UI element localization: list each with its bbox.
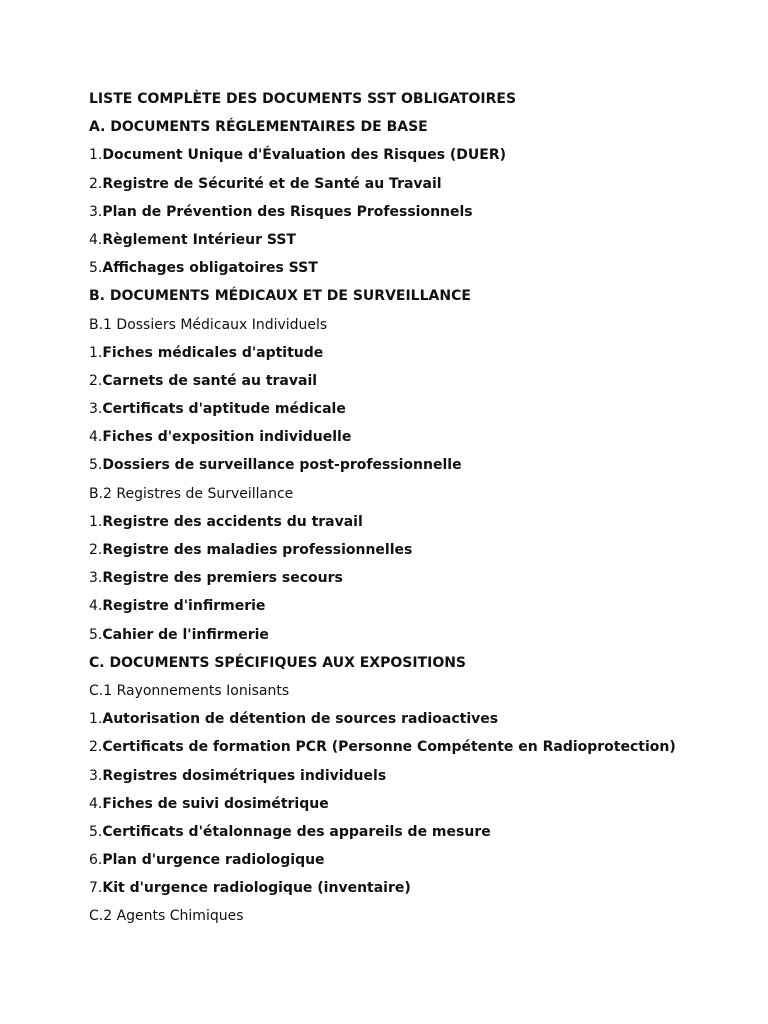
item-text: Certificats de formation PCR (Personne Compétente en Radioprotection) [102,739,676,756]
item-text: Kit d'urgence radiologique (inventaire) [102,880,411,897]
item-text: Registre de Sécurité et de Santé au Travail [102,175,442,192]
item-text: Certificats d'étalonnage des appareils de mesure [102,823,491,840]
subsection-heading-b2: B.2 Registres de Surveillance [89,485,294,502]
item-number: 5. [89,457,103,474]
item-number: 5. [89,626,103,643]
item-text: Registre d'infirmerie [102,598,266,615]
item-number: 3. [89,401,103,418]
item-number: 4. [89,598,103,615]
list-item [89,145,748,173]
section-heading-c: C. DOCUMENTS SPÉCIFIQUES AUX EXPOSITIONS [89,654,467,671]
item-text: Fiches médicales d'aptitude [102,344,324,361]
item-number: 4. [89,429,103,446]
item-text: Plan de Prévention des Risques Professionnels [102,203,473,220]
item-number: 4. [89,231,103,248]
item-number: 7. [89,880,103,897]
item-number: 2. [89,175,103,192]
list-item [89,427,748,455]
list-item [89,540,748,568]
item-number: 6. [89,852,103,869]
subsection-heading-c2: C.2 Agents Chimiques [89,908,244,925]
item-number: 3. [89,203,103,220]
list-item [89,568,748,596]
list-item [89,230,748,258]
item-number: 5. [89,823,103,840]
list-item [89,850,748,878]
item-number: 1. [89,147,103,164]
list-item [89,766,748,794]
list-item [89,371,748,399]
list-item [89,202,748,230]
item-number: 2. [89,542,103,558]
item-number: 1. [89,711,103,728]
section-heading-b: B. DOCUMENTS MÉDICAUX ET DE SURVEILLANCE [89,288,471,305]
list-item [89,455,748,483]
item-text: Plan d'urgence radiologique [102,852,325,869]
list-item [89,794,748,822]
document-title: LISTE COMPLÈTE DES DOCUMENTS SST OBLIGATOIRES [89,91,517,107]
subsection-heading-b1: B.1 Dossiers Médicaux Individuels [89,316,328,333]
list-item [89,822,748,850]
section-heading-a: A. DOCUMENTS RÉGLEMENTAIRES DE BASE [89,119,428,136]
subsection-heading-c1: C.1 Rayonnements Ionisants [89,682,290,699]
list-item [89,596,748,624]
list-item [89,174,748,202]
item-text: Dossiers de surveillance post-professionnelle [102,457,462,474]
item-number: 2. [89,372,103,389]
list-item [89,878,748,906]
item-text: Affichages obligatoires SST [102,260,318,277]
item-text: Certificats d'aptitude médicale [102,401,346,418]
item-text: Registre des accidents du travail [102,513,363,530]
item-text: Fiches de suivi dosimétrique [102,795,329,812]
item-number: 4. [89,795,103,812]
document-page [89,89,748,935]
list-item [89,625,748,653]
item-number: 5. [89,260,103,277]
item-text: Règlement Intérieur SST [102,231,296,248]
item-text: Cahier de l'infirmerie [102,626,269,643]
list-item [89,343,748,371]
list-item [89,737,748,765]
item-text: Registre des maladies professionnelles [102,542,413,558]
list-item [89,258,748,286]
item-text: Fiches d'exposition individuelle [102,429,352,446]
item-number: 3. [89,570,103,587]
item-text: Carnets de santé au travail [102,372,318,389]
item-text: Document Unique d'Évaluation des Risques (DUER) [102,147,507,164]
list-item [89,709,748,737]
list-item [89,399,748,427]
item-number: 2. [89,739,103,756]
item-number: 3. [89,767,103,784]
list-item [89,512,748,540]
item-text: Autorisation de détention de sources radioactives [102,711,499,728]
item-text: Registres dosimétriques individuels [102,767,387,784]
item-number: 1. [89,344,103,361]
item-number: 1. [89,513,103,530]
item-text: Registre des premiers secours [102,570,343,587]
